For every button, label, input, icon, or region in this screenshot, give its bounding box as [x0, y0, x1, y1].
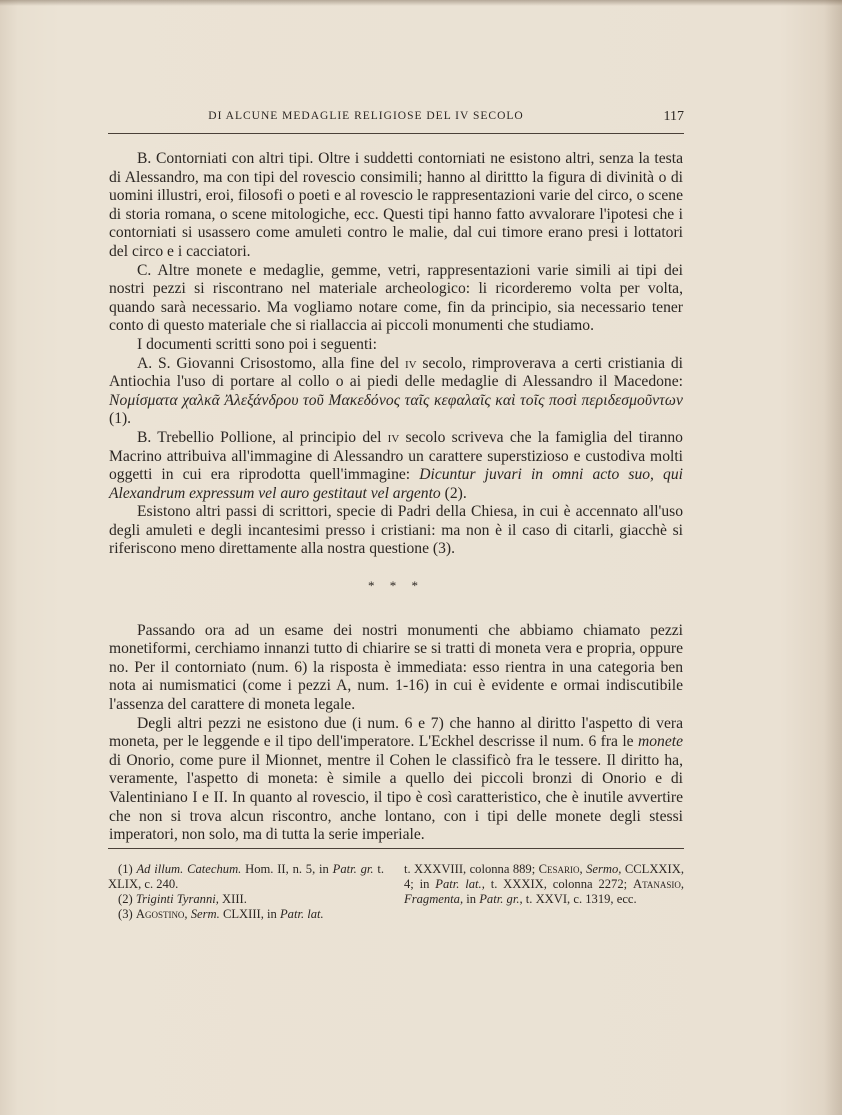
footnote-number: (1): [118, 862, 133, 876]
running-title: DI ALCUNE MEDAGLIE RELIGIOSE DEL IV SECOLO: [208, 110, 524, 122]
trebellio-text-a: B. Trebellio Pollione, al principio del: [137, 428, 382, 446]
degli-altri-text-a: Degli altri pezzi ne esistono due (i num. 6 e 7) che hanno al diritto l'aspetto di vera moneta, per le leggende e il tipo dell'imperatore. L'Eckhel descrisse il num. 6 fra le: [109, 714, 683, 751]
page-right-shadow: [824, 0, 842, 1115]
footnote-title: Triginti Tyranni,: [135, 892, 219, 906]
crisostomo-text-a: A. S. Giovanni Crisostomo, alla fine del: [137, 354, 400, 372]
footnote-title: Serm.: [190, 907, 220, 921]
section-separator: * * *: [368, 578, 424, 594]
greek-quotation: Νομίσματα χαλκᾶ Ἀλεξάνδρου τοῦ Μακεδόνος ταῖς κεφαλαῖς καὶ τοῖς ποσὶ περιδεσμοῦντων: [109, 391, 683, 409]
footnote-3-continued: [404, 862, 684, 907]
trebellio-text-b: secolo scriveva che la famiglia del tiranno Macrino attribuiva all'immagine di Alessandro un carattere superstizioso e custodiva molti oggetti in cui era riprodotta quell'immagine:: [109, 428, 683, 484]
footnote-ref-1: (1).: [109, 410, 132, 428]
footnote-source: Patr. lat.,: [435, 877, 485, 891]
footnote-source: Patr. lat.: [279, 907, 324, 921]
paragraph-crisostomo: [109, 355, 683, 429]
paragraph-documenti: I documenti scritti sono poi i seguenti:: [137, 335, 377, 353]
latin-quotation: Dicuntur juvari in omni acto suo, qui Alexandrum expressum vel auro gestitaut vel argento: [109, 466, 683, 502]
footnote-text: t. XXXIX, colonna 2272;: [490, 877, 628, 891]
degli-altri-text-b: di Onorio, come pure il Mionnet, mentre il Cohen le classificò fra le tessere. Il diritto ha, veramente, l'aspetto di moneta: è simile a quello dei piccoli bronzi di Onorio e di Valentiniano I e II. In quanto al rovescio, il tipo è così caratteristico, che è inutile avvertire che non si trova alcun riscontro, anche lontano, con i tipi delle monete degli stessi imperatori, non solo, ma di tutta la serie imperiale.: [109, 751, 683, 844]
footnote-author: Cesario,: [538, 862, 583, 876]
footnote-title: Sermo,: [586, 862, 622, 876]
footnote-text: CLXIII, in: [222, 907, 277, 921]
footnote-author: Agostino,: [135, 907, 188, 921]
page-number: 117: [663, 109, 684, 124]
footnote-title: Fragmenta,: [404, 892, 464, 906]
paragraph-esistono: Esistono altri passi di scrittori, specie di Padri della Chiesa, in cui è accennato all'uso degli amuleti e degli incantesimi presso i cristiani: ma non è il caso di citarli, giacchè si riferiscono meno direttamente alla nostra questione (3).: [109, 503, 683, 558]
footnote-1: [108, 862, 384, 892]
footnote-text: XIII.: [222, 892, 247, 906]
paragraph-trebellio: [109, 429, 683, 503]
footnote-author: Atanasio,: [632, 877, 685, 891]
century-numeral: iv: [404, 354, 417, 372]
footnote-source: Patr. gr.,: [479, 892, 523, 906]
footnote-source: Patr. gr.: [332, 862, 374, 876]
footnote-text: CCLXXIX, 4; in: [404, 862, 684, 891]
footnote-3: [108, 907, 384, 922]
main-text: [109, 150, 683, 845]
page-header: [108, 110, 684, 130]
paragraph-degli-altri: [109, 715, 683, 845]
century-numeral: iv: [387, 428, 400, 446]
footnotes-left-column: [108, 862, 384, 922]
footnote-text: Hom. II, n. 5, in: [245, 862, 329, 876]
footnote-number: (3): [118, 907, 133, 921]
footnote-rule: [108, 848, 684, 849]
footnote-title: Ad illum. Catechum.: [136, 862, 242, 876]
footnote-text: t. XXXVIII, colonna 889;: [404, 862, 536, 876]
paragraph-passando: Passando ora ad un esame dei nostri monumenti che abbiamo chiamato pezzi monetiformi, cerchiamo innanzi tutto di chiarire se si tratti di moneta vera e propria, oppure no. Per il contorniato (num. 6) la risposta è immediata: esso rientra in una categoria ben nota ai numismatici (come i pezzi A, num. 1-16) in cui è evidente e ormai indiscutibile l'assenza del carattere di moneta legale.: [109, 621, 683, 714]
monete-italic: monete: [637, 733, 683, 751]
footnote-number: (2): [118, 892, 133, 906]
footnote-ref-2: (2).: [444, 484, 467, 502]
footnote-2: [108, 892, 384, 907]
footnotes: [108, 862, 684, 922]
paragraph-contorniati: B. Contorniati con altri tipi. Oltre i suddetti contorniati ne esistono altri, senza la testa di Alessandro, ma con tipi del rovescio consimili; hanno al dirittto la figura di divinità o di uomini illustri, eroi, filosofi o poeti e al rovescio le rappresentazioni varie del circo, o scene di storia romana, o scene mitologiche, ecc. Questi tipi hanno fatto avvalorare l'ipotesi che i contorniati si usassero come amuleti contro le malie, dal cui timore erano presi i lottatori del circo e i cacciatori.: [109, 150, 683, 260]
footnote-text: in: [466, 892, 477, 906]
footnotes-right-column: [404, 862, 684, 922]
footnote-text: t. XXVI, c. 1319, ecc.: [525, 892, 637, 906]
page-top-shadow: [0, 0, 842, 6]
footnote-text: t. XLIX, c. 240.: [108, 862, 384, 891]
header-rule: [108, 133, 684, 134]
paragraph-altre-monete: C. Altre monete e medaglie, gemme, vetri, rappresentazioni varie simili ai tipi dei nostri pezzi si riscontrano nel materiale archeologico: li ricorderemo volta per volta, quando sarà necessario. Ma vogliamo notare come, fin da principio, sia necessario tener conto di questo materiale che si riallaccia ai piccoli monumenti che studiamo.: [109, 261, 683, 335]
crisostomo-text-b: secolo, rimproverava a certi cristiania di Antiochia l'uso di portare al collo o ai piedi delle medaglie di Alessandro il Macedone:: [109, 354, 683, 391]
